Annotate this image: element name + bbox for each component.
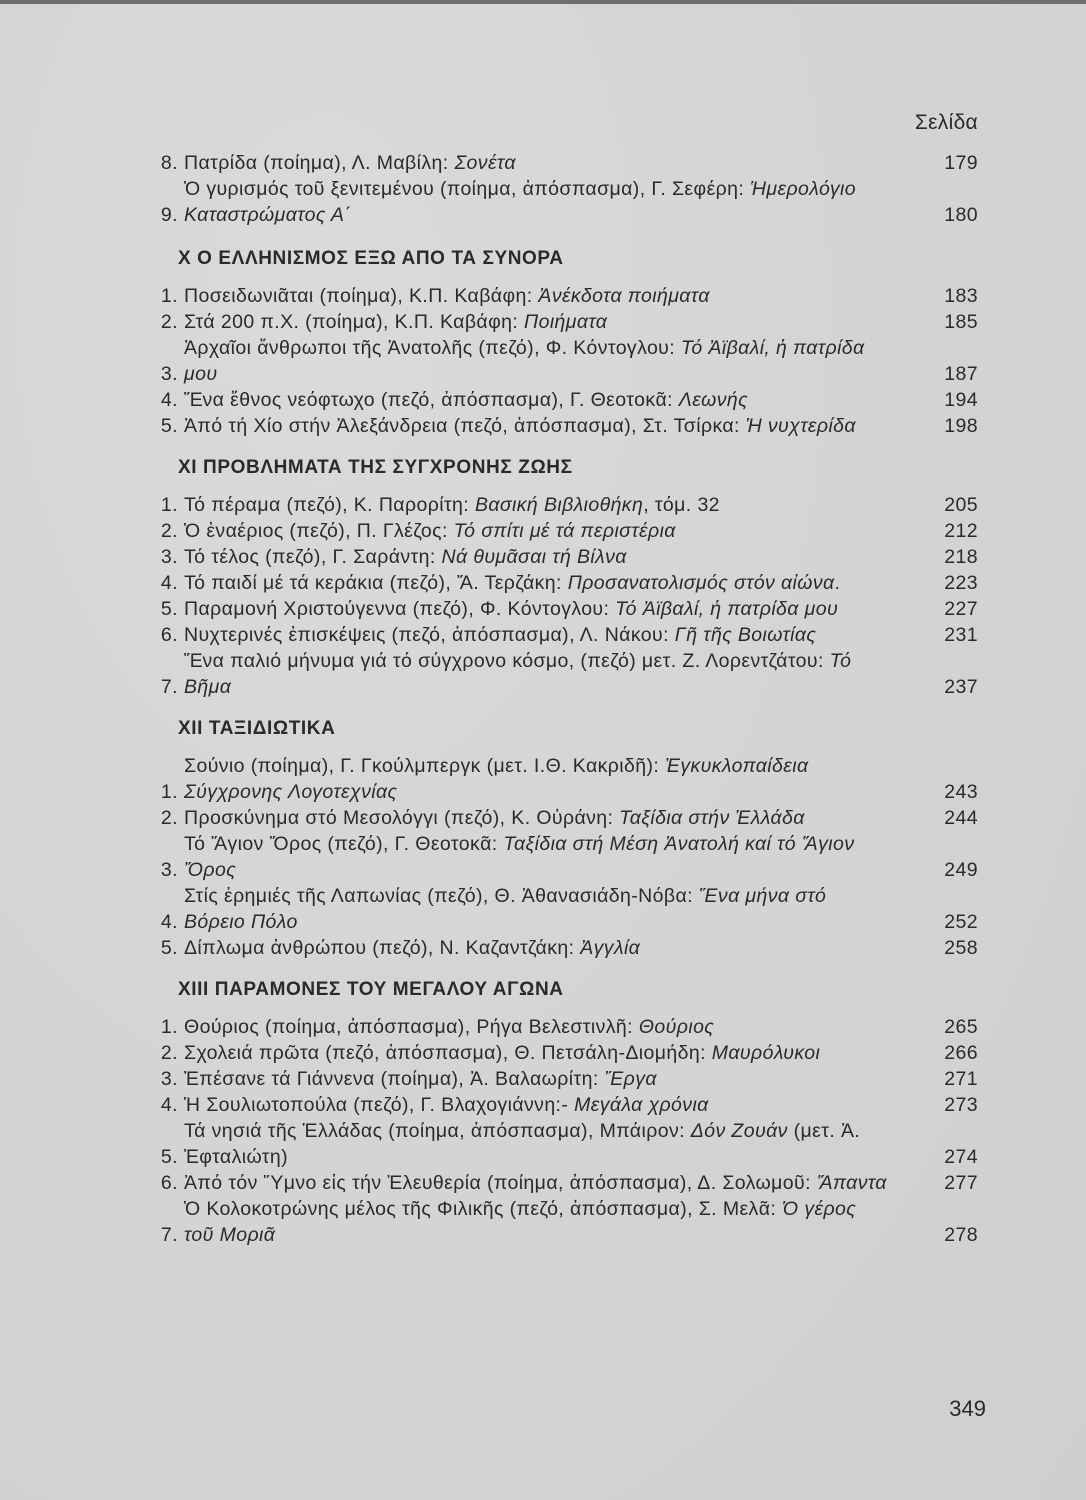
toc-entry: [140, 335, 978, 387]
entry-title: [184, 518, 928, 544]
entry-text: Ἀπό τόν Ὕμνο εἰς τήν Ἐλευθερία (ποίημα, ἀπόσπασμα), Δ. Σολωμοῦ:: [184, 1172, 817, 1194]
entry-page: 205: [944, 494, 978, 516]
entry-title: [184, 1196, 928, 1248]
entry-title: [184, 150, 928, 176]
entry-number: 4.: [160, 911, 178, 933]
entry-number: 2.: [160, 520, 178, 542]
entry-number: 4.: [160, 389, 178, 411]
entry-source: Ἕνα μήνα στό Βόρειο Πόλο: [184, 885, 827, 933]
entry-page: 278: [944, 1224, 978, 1246]
entry-source: Μεγάλα χρόνια: [574, 1094, 709, 1116]
toc-entry: [140, 1170, 978, 1196]
entry-source: Ἐγκυκλοπαίδεια Σύγχρονης Λογοτεχνίας: [184, 755, 809, 803]
toc-entry: [140, 1066, 978, 1092]
entry-text: Τό Ἅγιον Ὄρος (πεζό), Γ. Θεοτοκᾶ:: [184, 833, 504, 855]
entry-page: 231: [944, 624, 978, 646]
entry-text: Ἀρχαῖοι ἄνθρωποι τῆς Ἀνατολῆς (πεζό), Φ. Κόντογλου:: [184, 337, 681, 359]
entry-text: Ἡ Σουλιωτοπούλα (πεζό), Γ. Βλαχογιάννη:-: [184, 1094, 575, 1116]
entry-title: [184, 492, 928, 518]
entry-title: [184, 1118, 928, 1170]
entry-title: [184, 176, 928, 228]
entry-source: Ἀγγλία: [580, 937, 641, 959]
entry-page: 249: [944, 859, 978, 881]
entry-number: 6.: [160, 624, 178, 646]
entry-page: 277: [944, 1172, 978, 1194]
entry-page: 227: [944, 598, 978, 620]
entry-source: Ταξίδια στή Μέση Ἀνατολή καί τό Ἅγιον Ὄρος: [184, 833, 855, 881]
entry-number: 9.: [160, 204, 178, 226]
entry-page: 218: [944, 546, 978, 568]
toc-entry: [140, 176, 978, 228]
entry-text: Τό τέλος (πεζό), Γ. Σαράντη:: [184, 546, 442, 568]
entry-source: Ἅπαντα: [816, 1172, 887, 1194]
entry-title: [184, 883, 928, 935]
entry-title: [184, 1040, 928, 1066]
entry-source: Τό Βῆμα: [184, 650, 852, 698]
entry-number: 7.: [160, 1224, 178, 1246]
entry-text: Πατρίδα (ποίημα), Λ. Μαβίλη:: [184, 152, 455, 174]
entry-number: 4.: [160, 572, 178, 594]
entry-number: 6.: [160, 1172, 178, 1194]
entry-title: [184, 1066, 928, 1092]
page-column-header: Σελίδα: [914, 111, 978, 134]
entry-suffix: .: [834, 572, 841, 594]
section-title: XI ΠΡΟΒΛΗΜΑΤΑ ΤΗΣ ΣΥΓΧΡΟΝΗΣ ΖΩΗΣ: [178, 457, 573, 478]
toc-entry: [140, 544, 978, 570]
entry-text: Θούριος (ποίημα, ἀπόσπασμα), Ρήγα Βελεστινλῆ:: [184, 1016, 639, 1038]
entry-page: 183: [944, 285, 978, 307]
entry-title: [184, 805, 928, 831]
section-title: XII ΤΑΞΙΔΙΩΤΙΚΑ: [178, 718, 336, 739]
entry-page: 212: [944, 520, 978, 542]
entry-title: [184, 596, 928, 622]
toc-entry: [140, 648, 978, 700]
toc-entry: [140, 518, 978, 544]
entry-title: [184, 283, 928, 309]
entry-page: 237: [944, 676, 978, 698]
entry-source: Τό σπίτι μέ τά περιστέρια: [453, 520, 676, 542]
entry-text: Ἐπέσανε τά Γιάννενα (ποίημα), Ἀ. Βαλαωρίτη:: [184, 1068, 605, 1090]
entry-page: 271: [944, 1068, 978, 1090]
entry-text: Νυχτερινές ἐπισκέψεις (πεζό, ἀπόσπασμα), Λ. Νάκου:: [184, 624, 675, 646]
entry-text: Ὁ ἐναέριος (πεζό), Π. Γλέζος:: [184, 520, 454, 542]
entry-source: Μαυρόλυκοι: [711, 1042, 821, 1064]
entry-source: Ταξίδια στήν Ἑλλάδα: [619, 807, 805, 829]
entry-number: 3.: [160, 859, 178, 881]
entry-text: Τό παιδί μέ τά κεράκια (πεζό), Ἄ. Τερζάκη:: [184, 572, 568, 594]
toc-entry: [140, 831, 978, 883]
entry-page: 198: [944, 415, 978, 437]
entry-source: Ὁ γέρος τοῦ Μοριᾶ: [184, 1198, 857, 1246]
entry-source: Ἀνέκδοτα ποιήματα: [538, 285, 710, 307]
entry-page: 180: [944, 204, 978, 226]
page-number: 349: [949, 1396, 986, 1421]
entry-suffix: (μετ. Ἀ. Ἐφταλιώτη): [184, 1120, 861, 1168]
entry-text: Στά 200 π.Χ. (ποίημα), Κ.Π. Καβάφη:: [184, 311, 525, 333]
toc-entry: [140, 1014, 978, 1040]
entry-source: Βασική Βιβλιοθήκη: [474, 494, 644, 516]
entry-text: Ποσειδωνιᾶται (ποίημα), Κ.Π. Καβάφη:: [184, 285, 539, 307]
entry-page: 179: [944, 152, 978, 174]
toc-entry: [140, 753, 978, 805]
entry-number: 2.: [160, 1042, 178, 1064]
entry-title: [184, 387, 928, 413]
toc-entry: [140, 1040, 978, 1066]
entry-page: 273: [944, 1094, 978, 1116]
entry-text: Παραμονή Χριστούγεννα (πεζό), Φ. Κόντογλου:: [184, 598, 616, 620]
entry-number: 5.: [160, 937, 178, 959]
entry-number: 1.: [160, 1016, 178, 1038]
entry-number: 1.: [160, 494, 178, 516]
entry-text: Σχολειά πρῶτα (πεζό, ἀπόσπασμα), Θ. Πετσάλη-Διομήδη:: [184, 1042, 712, 1064]
entry-page: 194: [944, 389, 978, 411]
entry-text: Ὁ Κολοκοτρώνης μέλος τῆς Φιλικῆς (πεζό, ἀπόσπασμα), Σ. Μελᾶ:: [184, 1198, 783, 1220]
section-title: XIII ΠΑΡΑΜΟΝΕΣ ΤΟΥ ΜΕΓΑΛΟΥ ΑΓΩΝΑ: [178, 979, 564, 1000]
entry-number: 3.: [160, 363, 178, 385]
entry-page: 185: [944, 311, 978, 333]
toc-entry: [140, 283, 978, 309]
entry-page: 258: [944, 937, 978, 959]
entry-source: Ποιήματα: [524, 311, 608, 333]
entry-number: 1.: [160, 781, 178, 803]
entry-title: [184, 831, 928, 883]
entry-number: 7.: [160, 676, 178, 698]
table-of-contents: [140, 150, 978, 1248]
entry-text: Δίπλωμα ἀνθρώπου (πεζό), Ν. Καζαντζάκη:: [184, 937, 581, 959]
entry-page: 187: [944, 363, 978, 385]
entry-page: 252: [944, 911, 978, 933]
toc-entry: [140, 1196, 978, 1248]
entry-title: [184, 335, 928, 387]
entry-suffix: , τόμ. 32: [643, 494, 720, 516]
section-title: X Ο ΕΛΛΗΝΙΣΜΟΣ ΕΞΩ ΑΠΟ ΤΑ ΣΥΝΟΡΑ: [178, 248, 564, 269]
entry-title: [184, 309, 928, 335]
entry-page: 265: [944, 1016, 978, 1038]
entry-page: 266: [944, 1042, 978, 1064]
entry-text: Σούνιο (ποίημα), Γ. Γκούλμπεργκ (μετ. Ι.Θ. Κακριδῆ):: [184, 755, 666, 777]
entry-page: 244: [944, 807, 978, 829]
toc-entry: [140, 805, 978, 831]
entry-text: Τό πέραμα (πεζό), Κ. Παρορίτη:: [184, 494, 475, 516]
entry-title: [184, 1014, 928, 1040]
toc-entry: [140, 1092, 978, 1118]
entry-number: 2.: [160, 311, 178, 333]
entry-text: Ἕνα ἔθνος νεόφτωχο (πεζό, ἀπόσπασμα), Γ. Θεοτοκᾶ:: [184, 389, 679, 411]
toc-entry: [140, 883, 978, 935]
entry-number: 3.: [160, 546, 178, 568]
entry-source: Τό Ἀϊβαλί, ἡ πατρίδα μου: [184, 337, 865, 385]
entry-title: [184, 1170, 928, 1196]
entry-number: 5.: [160, 415, 178, 437]
entry-text: Ὁ γυρισμός τοῦ ξενιτεμένου (ποίημα, ἀπόσπασμα), Γ. Σεφέρη:: [184, 178, 751, 200]
toc-entry: [140, 150, 978, 176]
entry-text: Τά νησιά τῆς Ἑλλάδας (ποίημα, ἀπόσπασμα), Μπάιρον:: [184, 1120, 691, 1142]
entry-source: Δόν Ζουάν: [690, 1120, 788, 1142]
entry-title: [184, 622, 928, 648]
entry-page: 274: [944, 1146, 978, 1168]
entry-title: [184, 413, 928, 439]
toc-entry: [140, 622, 978, 648]
entry-text: Ἕνα παλιό μήνυμα γιά τό σύγχρονο κόσμο, (πεζό) μετ. Ζ. Λορεντζάτου:: [184, 650, 830, 672]
toc-entry: [140, 309, 978, 335]
entry-number: 3.: [160, 1068, 178, 1090]
toc-entry: [140, 413, 978, 439]
entry-title: [184, 570, 928, 596]
entry-title: [184, 935, 928, 961]
entry-title: [184, 648, 928, 700]
entry-source: Τό Ἀϊβαλί, ἡ πατρίδα μου: [615, 598, 839, 620]
entry-source: Σονέτα: [454, 152, 516, 174]
scan-edge: [0, 0, 1086, 4]
entry-text: Προσκύνημα στό Μεσολόγγι (πεζό), Κ. Οὐράνη:: [184, 807, 620, 829]
entry-page: 223: [944, 572, 978, 594]
entry-number: 5.: [160, 598, 178, 620]
entry-text: Ἀπό τή Χίο στήν Ἀλεξάνδρεια (πεζό, ἀπόσπασμα), Στ. Τσίρκα:: [184, 415, 746, 437]
toc-entry: [140, 387, 978, 413]
entry-title: [184, 1092, 928, 1118]
entry-title: [184, 544, 928, 570]
entry-source: Λεωνής: [678, 389, 749, 411]
entry-page: 243: [944, 781, 978, 803]
entry-source: Ἔργα: [604, 1068, 657, 1090]
entry-number: 2.: [160, 807, 178, 829]
entry-source: Προσανατολισμός στόν αἰώνα: [567, 572, 835, 594]
toc-entry: [140, 492, 978, 518]
toc-entry: [140, 935, 978, 961]
entry-source: Ἡ νυχτερίδα: [745, 415, 856, 437]
entry-number: 1.: [160, 285, 178, 307]
toc-entry: [140, 1118, 978, 1170]
entry-number: 5.: [160, 1146, 178, 1168]
toc-entry: [140, 596, 978, 622]
entry-source: Θούριος: [638, 1016, 715, 1038]
entry-title: [184, 753, 928, 805]
entry-source: Γῆ τῆς Βοιωτίας: [674, 624, 817, 646]
entry-source: Ἡμερολόγιο Καταστρώματος Α΄: [184, 178, 857, 226]
entry-source: Νά θυμᾶσαι τή Βίλνα: [441, 546, 627, 568]
entry-number: 4.: [160, 1094, 178, 1116]
entry-number: 8.: [160, 152, 178, 174]
toc-entry: [140, 570, 978, 596]
entry-text: Στίς ἐρημιές τῆς Λαπωνίας (πεζό), Θ. Ἀθανασιάδη-Νόβα:: [184, 885, 699, 907]
